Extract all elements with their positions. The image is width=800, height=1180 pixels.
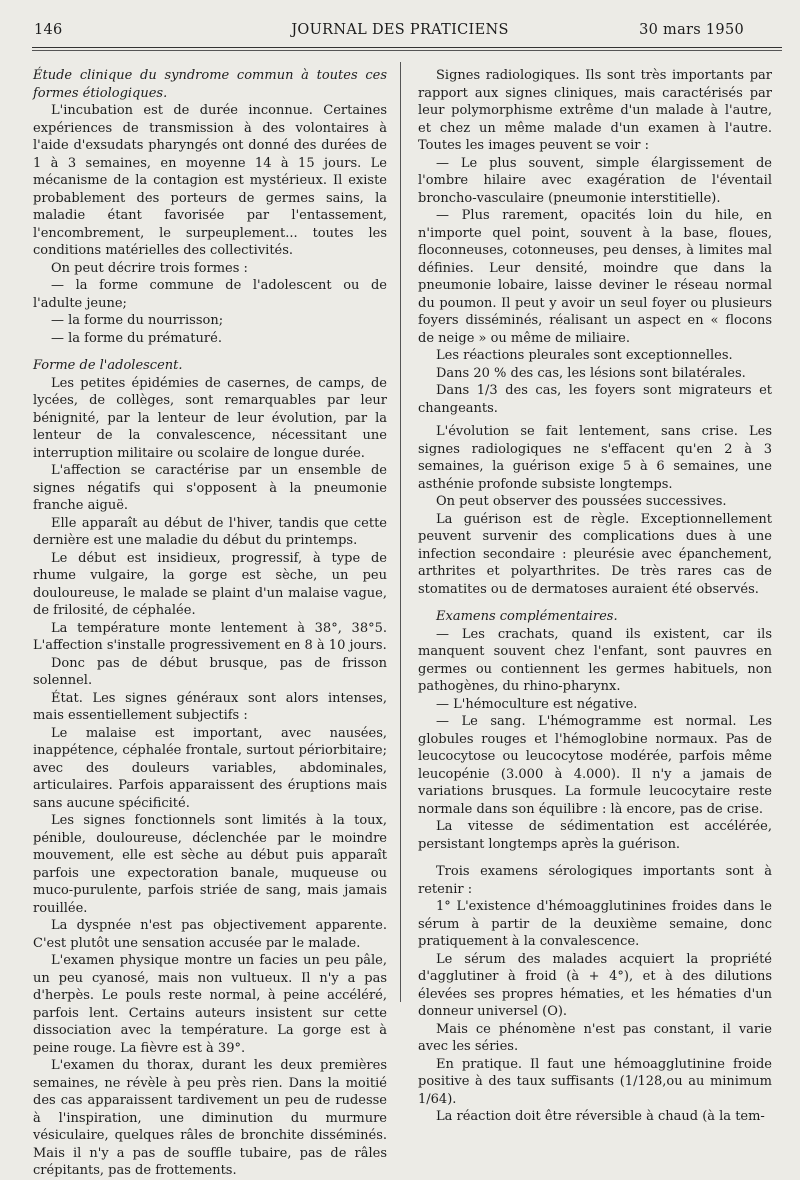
paragraph: Le début est insidieux, progressif, à type de rhume vulgaire, la gorge est sèche, un peu douloureuse, le malade se plaint d'un malaise vague, de frilosité, de céphalée. [33,550,387,618]
paragraph: L'examen du thorax, durant les deux premières semaines, ne révèle à peu près rien. Dans la moitié des cas apparaissent tardivement un peu de rudesse à l'inspiration, une diminution du murmure vésiculaire, quelques râles de bronchite disséminés. Mais il n'y a pas de souffle tubaire, pas de râles crépitants, pas de frottements. [33,1058,387,1178]
header-rule-thin [32,50,782,51]
paragraph: Forme de l'adolescent. [33,358,183,373]
paragraph: État. Les signes généraux sont alors intenses, mais essentiellement subjectifs : [33,690,387,723]
paragraph: Le malaise est important, avec nausées, inappétence, céphalée frontale, surtout périorbitaire; avec des douleurs variables, abdominales, articulaires. Parfois apparaissent des éruptions mais sans aucune spécificité. [33,725,387,811]
paragraph: Dans 20 % des cas, les lésions sont bilatérales. [436,365,746,381]
paragraph: Les signes fonctionnels sont limités à la toux, pénible, douloureuse, déclenchée par le moindre mouvement, elle est sèche au début puis apparaît parfois une expectoration banale, muqueuse ou muco-purulente, parfois striée de sang, mais jamais rouillée. [33,813,387,916]
paragraph: Elle apparaît au début de l'hiver, tandis que cette dernière est une maladie du début du printemps. [33,515,387,548]
paragraph: La guérison est de règle. Exceptionnellement peuvent survenir des complications dues à une infection secondaire : pleurésie avec épanchement, arthrites et polyarthrites. De très rares cas de stomatites ou de dermatoses auraient été observés. [418,511,772,597]
left-column [33,67,387,1180]
page-number: 146 [34,22,63,38]
paragraph: — la forme du prématuré. [51,330,222,346]
paragraph: Les petites épidémies de casernes, de camps, de lycées, de collèges, sont remarquables par leur bénignité, par la lenteur de leur évolution, par la lenteur de la convalescence, nécessitant une interruption militaire ou scolaire de longue durée. [33,375,387,461]
paragraph: Étude clinique du syndrome commun à toutes ces formes étiologiques. [33,68,387,101]
paragraph: L'affection se caractérise par un ensemble de signes négatifs qui s'opposent à la pneumonie franche aiguë. [33,463,387,513]
paragraph: L'examen physique montre un facies un peu pâle, un peu cyanosé, mais non vultueux. Il n'y a pas d'herpès. Le pouls reste normal, à peine accéléré, parfois lent. Certains auteurs insistent sur cette dissociation avec la température. La gorge est à peine rouge. La fièvre est à 39°. [33,953,387,1056]
issue-date: 30 mars 1950 [639,22,744,38]
paragraph: — la forme du nourrisson; [51,313,224,328]
paragraph: L'évolution se fait lentement, sans crise. Les signes radiologiques ne s'effacent qu'en 2 à 3 semaines, la guérison exige 5 à 6 semaines, une asthénie profonde subsiste longtemps. [418,424,772,492]
paragraph: En pratique. Il faut une hémoagglutinine froide positive à des taux suffisants (1/128,ou au minimum 1/64). [418,1056,772,1107]
paragraph: Dans 1/3 des cas, les foyers sont migrateurs et changeants. [418,383,772,416]
paragraph: — L'hémoculture est négative. [436,696,638,712]
paragraph: — la forme commune de l'adolescent ou de l'adulte jeune; [33,278,387,311]
paragraph: Mais ce phénomène n'est pas constant, il varie avec les séries. [418,1021,772,1054]
journal-title: JOURNAL DES PRATICIENS [291,22,509,38]
paragraph: On peut décrire trois formes : [51,260,248,276]
paragraph: — Les crachats, quand ils existent, car ils manquent souvent chez l'enfant, sont pauvres en germes ou contiennent les germes habituels, non pathogènes, du rhino-pharynx. [418,626,772,694]
paragraph: On peut observer des poussées successives. [436,494,727,509]
paragraph: Examens complémentaires. [436,609,618,624]
paragraph: 1° L'existence d'hémoagglutinines froides dans le sérum à partir de la deuxième semaine, donc pratiquement à la convalescence. [418,899,772,949]
paragraph: Trois examens sérologiques importants sont à retenir : [418,864,772,897]
paragraph: — Le plus souvent, simple élargissement de l'ombre hilaire avec exagération de l'éventail broncho-vasculaire (pneumonie interstitielle). [418,155,772,206]
paragraph: La réaction doit être réversible à chaud (à la tem- [436,1109,765,1124]
right-column [418,67,772,1126]
column-divider [400,62,401,1002]
paragraph: Donc pas de début brusque, pas de frisson solennel. [33,655,387,688]
header-rule [32,47,782,48]
paragraph: — Plus rarement, opacités loin du hile, en n'importe quel point, souvent à la base, floues, floconneuses, cotonneuses, peu denses, à limites mal définies. Leur densité, moindre que dans la pneumonie lobaire, laisse deviner le réseau normal du poumon. Il peut y avoir un seul foyer ou plusieurs foyers disséminés, réalisant un aspect en « flocons de neige » ou même de miliaire. [418,208,772,346]
paragraph: La vitesse de sédimentation est accélérée, persistant longtemps après la guérison. [418,819,772,852]
paragraph: La dyspnée n'est pas objectivement apparente. C'est plutôt une sensation accusée par le malade. [33,918,387,951]
paragraph: Le sérum des malades acquiert la propriété d'agglutiner à froid (à + 4°), et à des dilutions élevées ses propres hématies, et les hématies d'un donneur universel (O). [418,951,772,1019]
paragraph: L'incubation est de durée inconnue. Certaines expériences de transmission à des volontaires à l'aide d'exsudats pharyngés ont donné des durées de 1 à 3 semaines, en moyenne 14 à 15 jours. Le mécanisme de la contagion est mystérieux. Il existe probablement des porteurs de germes sains, la maladie étant favorisée par l'entassement, l'encombrement, le surpeuplement... toutes les conditions matérielles des collectivités. [33,103,387,258]
paragraph: — Le sang. L'hémogramme est normal. Les globules rouges et l'hémoglobine normaux. Pas de leucocytose ou leucocytose modérée, parfois même leucopénie (3.000 à 4.000). Il n'y a jamais de variations brusques. La formule leucocytaire reste normale dans son équilibre : là encore, pas de crise. [418,714,772,817]
paragraph: Signes radiologiques. Ils sont très importants par rapport aux signes cliniques, mais caractérisés par leur polymorphisme extrême d'un malade à l'autre, et chez un même malade d'un examen à l'autre. Toutes les images peuvent se voir : [418,68,772,153]
paragraph: La température monte lentement à 38°, 38°5. L'affection s'installe progressivement en 8 à 10 jours. [33,620,387,653]
paragraph: Les réactions pleurales sont exceptionnelles. [436,348,733,363]
page-header [30,22,770,44]
